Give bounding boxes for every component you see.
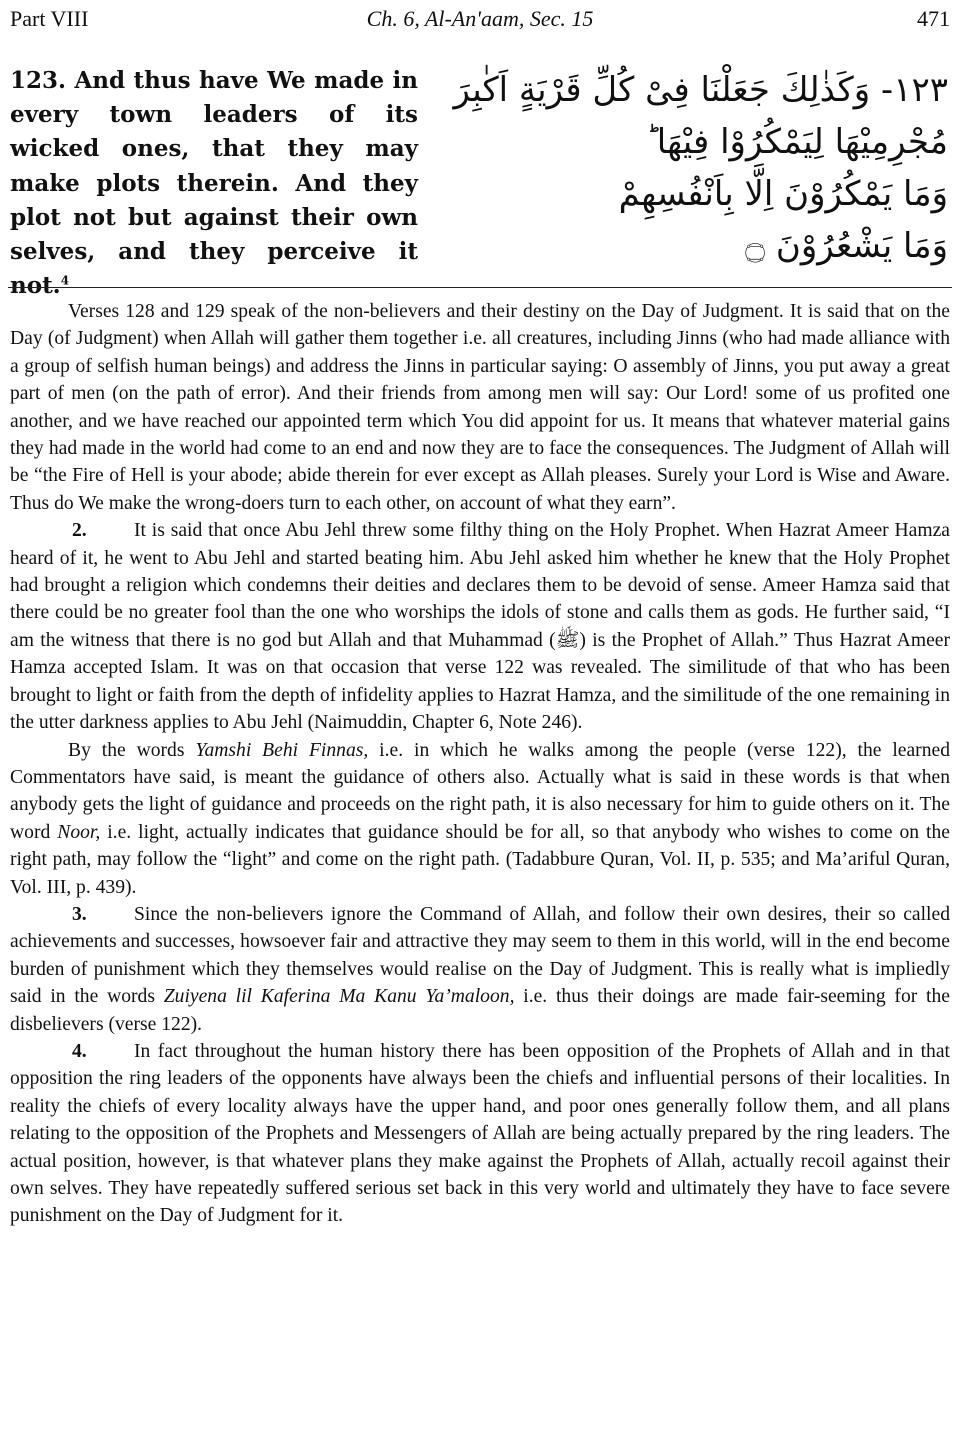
commentary <box>10 298 950 1230</box>
arabic-line: وَمَا يَشْعُرُوْنَ ۝ <box>745 226 948 266</box>
commentary-paragraph <box>10 737 950 901</box>
note-3 <box>10 901 950 1038</box>
transliteration: Yamshi Behi Finnas, <box>195 739 369 761</box>
part-label: Part VIII <box>10 6 89 31</box>
commentary-paragraph: Verses 128 and 129 speak of the non-believers and their destiny on the Day of Judgment. It is said that on the Day (of Judgment) when Allah will gather them together i.e. all creatures, including Jinns (who had made alliance with a group of selfish human beings) and address the Jinns in particular saying: O assembly of Jinns, you put away a great part of men (on the path of error). And their friends from among men will say: Our Lord! some of us profited one another, and we have reached our appointed term which You did appoint for us. It means that whatever material gains they had made in the world had come to an end and now they are to face the consequences. The Judgment of Allah will be “the Fire of Hell is your abode; abide therein for ever except as Allah pleases. Surely your Lord is Wise and Aware. Thus do We make the wrong-doers turn to each other, on account of what they earn”. <box>10 301 950 514</box>
text-run: By the words <box>68 739 196 761</box>
note-number: 4. <box>72 1040 87 1062</box>
section-divider <box>8 287 952 288</box>
page-number: 471 <box>917 6 950 31</box>
verse-arabic <box>453 64 948 284</box>
running-head <box>10 4 950 34</box>
arabic-line: وَمَا يَمْكُرُوْنَ اِلَّا بِاَنْفُسِهِمْ <box>618 174 948 214</box>
text-run: i.e. light, actually indicates that guidance should be for all, so that anybody who wishes to come on the right path, may follow the “light” and come on the right path. (Tadabbure Quran, Vol. II, p. 535; and Ma’ariful Quran, Vol. III, p. 439). <box>10 821 950 898</box>
note-number: 2. <box>72 520 87 542</box>
transliteration: Zuiyena lil Kaferina Ma Kanu Ya’maloon, <box>163 986 515 1008</box>
footnote-marker: 4 <box>60 273 70 288</box>
text-run: Since the non-believers ignore the Command of Allah, and follow their own desires, their so called achievements and successes, howsoever fair and attractive they may seem to them in this world, will in the end become burden of punishment which they themselves would realise on the Day of Judgment. This is really what is impliedly said in the words <box>10 903 950 1008</box>
note-4 <box>10 1038 950 1230</box>
note-text: In fact throughout the human history there has been opposition of the Prophets of Allah and in that opposition the ring leaders of the opponents have always been the chiefs and influential persons of their localities. In reality the chiefs of every locality always have the upper hand, and poor ones generally follow them, and all plans relating to the opposition of the Prophets and Messengers of Allah are being actually prepared by the ring leaders. The actual position, however, is that whatever plans they make against the Prophets of Allah, actually recoil against their own selves. They have repeatedly suffered serious set back in this very world and ultimately they have to face severe punishment on the Day of Judgment for it. <box>10 1040 950 1227</box>
note-2 <box>10 517 950 736</box>
chapter-title: Ch. 6, Al-An'aam, Sec. 15 <box>366 6 594 31</box>
verse-translation <box>10 64 418 303</box>
arabic-line: مُجْرِمِيْهَا لِيَمْكُرُوْا فِيْهَا ؕ <box>645 122 948 162</box>
note-text: It is said that once Abu Jehl threw some filthy thing on the Holy Prophet. When Hazrat Ameer Hamza heard of it, he went to Abu Jehl and started beating him. Abu Jehl asked him whether he knew that the Holy Prophet had brought a religion which condemns their deities and declares them to be devoid of sense. Ameer Hamza said that there could be no greater fool than the one who worships the idols of stone and calls them as gods. He further said, “I am the witness that there is no god but Allah and that Muhammad (ﷺ) is the Prophet of Allah.” Thus Hazrat Ameer Hamza accepted Islam. It was on that occasion that verse 122 was revealed. The similitude of that who has been brought to light or faith from the depth of infidelity applies to Hazrat Hamza, and the similitude of the one remaining in the utter darkness applies to Abu Jehl (Naimuddin, Chapter 6, Note 246). <box>10 520 950 734</box>
note-number: 3. <box>72 903 87 925</box>
arabic-line: ١٢٣- وَكَذٰلِكَ جَعَلْنَا فِىْ كُلِّ قَرْيَةٍ اَكٰبِرَ <box>453 70 948 110</box>
verse-translation-text: 123. And thus have We made in every town leaders of its wicked ones, that they may make plots therein. And they plot not but against their own selves, and they perceive it not. <box>10 67 418 300</box>
text-run: i.e. in which he walks among the people (verse 122), the learned Commentators have said, is meant the guidance of others also. Actually what is said in these words is that when anybody gets the light of guidance and proceeds on the right path, it is also necessary for him to guide others on it. The word <box>10 739 950 843</box>
text-run: i.e. thus their doings are made fair-seeming for the disbelievers (verse 122). <box>10 986 950 1035</box>
transliteration: Noor, <box>57 821 101 843</box>
